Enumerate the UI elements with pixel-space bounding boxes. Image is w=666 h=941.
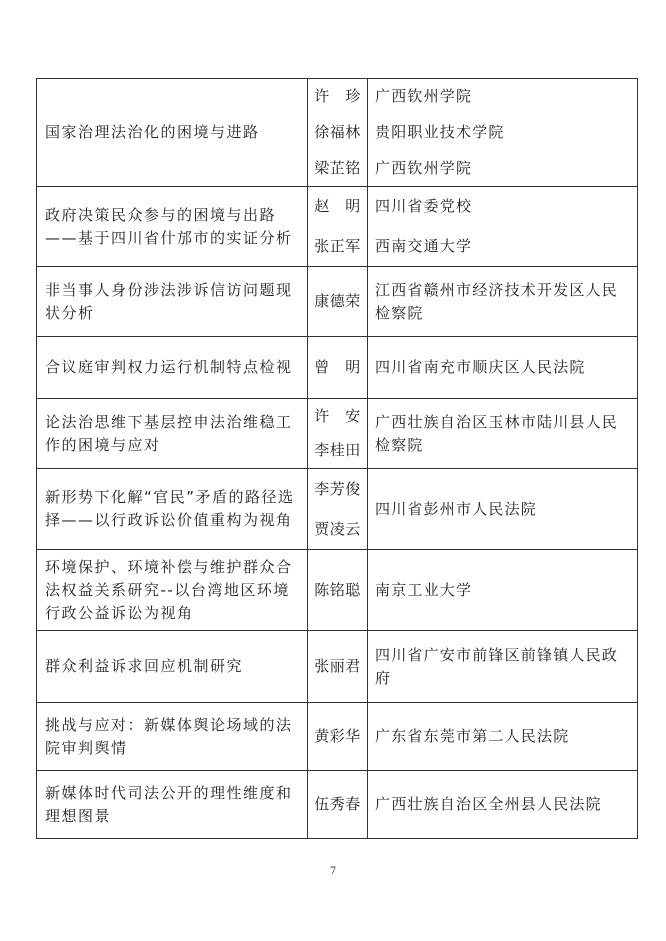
institution-name: 广西钦州学院 (375, 87, 473, 106)
table-row (37, 469, 638, 550)
institution-cell (368, 187, 638, 267)
author-name: 贾凌云 (314, 519, 361, 538)
author-name: 梁芷铭 (314, 158, 361, 177)
author-cell (308, 771, 368, 839)
institution-name: 广西壮族自治区全州县人民法院 (375, 795, 602, 813)
table-row (37, 399, 638, 469)
table-row (37, 337, 638, 399)
author-name: 许 安 (314, 406, 361, 425)
author-cell (308, 187, 368, 267)
table-row (37, 187, 638, 267)
paper-title: 政府决策民众参与的困境与出路——基于四川省什邡市的实证分析 (37, 187, 308, 267)
table-row (37, 267, 638, 337)
paper-title: 群众利益诉求回应机制研究 (37, 631, 308, 703)
institution-name: 广西壮族自治区玉林市陆川县人民检察院 (375, 412, 619, 454)
table-row (37, 771, 638, 839)
institution-name: 贵阳职业技术学院 (375, 122, 505, 141)
award-list-table (36, 78, 638, 839)
institution-cell (368, 703, 638, 771)
paper-title: 新形势下化解“官民”矛盾的路径选择——以行政诉讼价值重构为视角 (37, 469, 308, 550)
institution-name: 四川省南充市顺庆区人民法院 (375, 358, 586, 376)
author-cell (308, 79, 368, 187)
paper-title: 论法治思维下基层控申法治维稳工作的困境与应对 (37, 399, 308, 469)
paper-title: 合议庭审判权力运行机制特点检视 (37, 337, 308, 399)
institution-cell (368, 771, 638, 839)
institution-cell (368, 550, 638, 631)
author-name: 黄彩华 (314, 727, 361, 745)
author-cell (308, 469, 368, 550)
author-name: 康德荣 (314, 292, 361, 310)
institution-cell (368, 631, 638, 703)
institution-name: 四川省委党校 (375, 197, 473, 216)
author-name: 伍秀春 (314, 795, 361, 813)
institution-name: 广西钦州学院 (375, 158, 473, 177)
author-cell (308, 399, 368, 469)
table-row (37, 79, 638, 187)
author-name: 张正军 (314, 236, 361, 255)
institution-cell (368, 79, 638, 187)
author-name: 徐福林 (314, 122, 361, 141)
institution-cell (368, 469, 638, 550)
institution-cell (368, 399, 638, 469)
paper-title: 新媒体时代司法公开的理性维度和理想图景 (37, 771, 308, 839)
institution-name: 江西省赣州市经济技术开发区人民检察院 (375, 280, 619, 322)
author-cell (308, 267, 368, 337)
paper-title: 非当事人身份涉法涉诉信访问题现状分析 (37, 267, 308, 337)
paper-title: 国家治理法治化的困境与进路 (37, 79, 308, 187)
table-row (37, 631, 638, 703)
institution-cell (368, 337, 638, 399)
author-cell (308, 631, 368, 703)
institution-name: 四川省广安市前锋区前锋镇人民政府 (375, 645, 619, 687)
author-name: 张丽君 (314, 657, 361, 675)
author-name: 李桂田 (314, 441, 361, 460)
author-name: 曾 明 (314, 358, 361, 376)
institution-cell (368, 267, 638, 337)
author-cell (308, 703, 368, 771)
institution-name: 广东省东莞市第二人民法院 (375, 727, 570, 745)
table-row (37, 703, 638, 771)
institution-name: 西南交通大学 (375, 236, 473, 255)
author-name: 许 珍 (314, 87, 361, 106)
institution-name: 四川省彭州市人民法院 (375, 499, 538, 518)
paper-title: 挑战与应对：新媒体舆论场域的法院审判舆情 (37, 703, 308, 771)
paper-title: 环境保护、环境补偿与维护群众合法权益关系研究--以台湾地区环境行政公益诉讼为视角 (37, 550, 308, 631)
table-row (37, 550, 638, 631)
author-name: 李芳俊 (314, 479, 361, 498)
page-number: 7 (329, 866, 337, 877)
author-cell (308, 337, 368, 399)
author-name: 赵 明 (314, 197, 361, 216)
author-cell (308, 550, 368, 631)
author-name: 陈铭聪 (314, 580, 361, 599)
institution-name: 南京工业大学 (375, 580, 473, 599)
